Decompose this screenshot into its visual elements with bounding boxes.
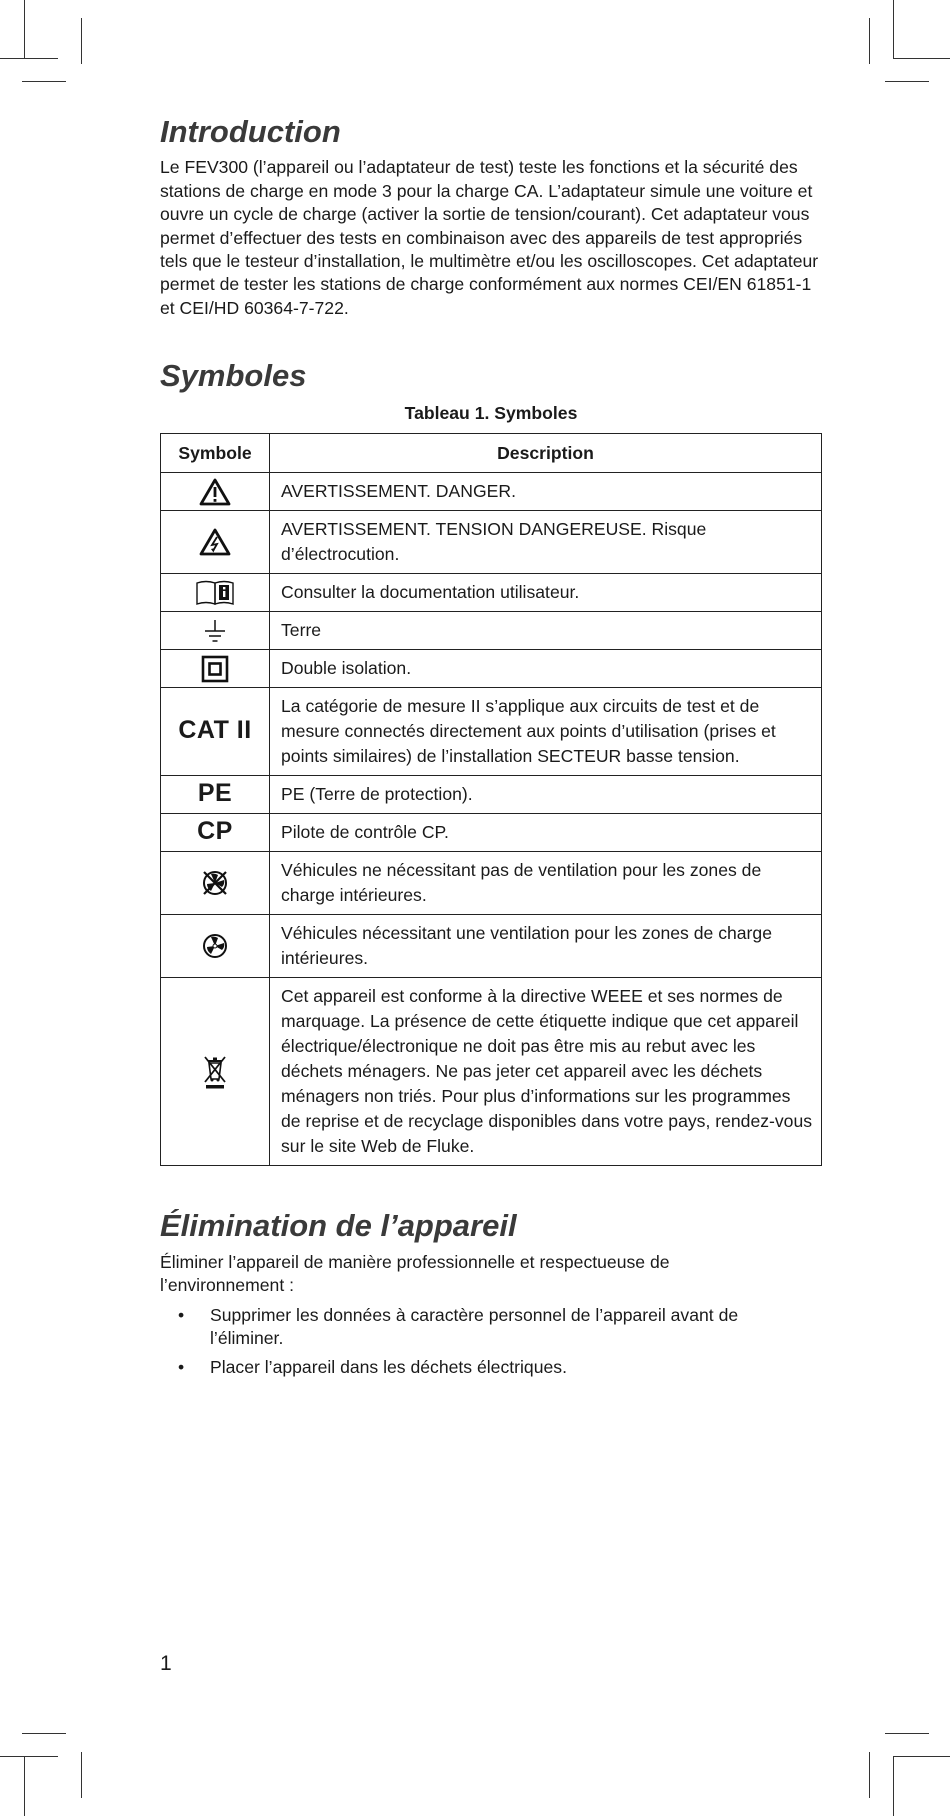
list-item: • Placer l’appareil dans les déchets électriques. [160,1356,770,1379]
double-insulation-icon [201,655,229,683]
table-header-row [161,434,822,473]
column-header-symbol: Symbole [161,434,270,473]
symbol-description: Consulter la documentation utilisateur. [270,574,822,612]
bullet-icon: • [178,1304,185,1325]
symbol-description: Terre [270,612,822,650]
symbol-description: Pilote de contrôle CP. [270,814,822,852]
symbol-description: Véhicules nécessitant une ventilation pour les zones de charge intérieures. [270,915,822,978]
page-content [160,112,822,1386]
ventilation-fan-icon [201,932,229,960]
table-row [161,511,822,574]
symbol-description: La catégorie de mesure II s’applique aux circuits de test et de mesure connectés directement aux points d’utilisation (prises et points similaires) de l’installation SECTEUR basse tension. [270,688,822,776]
disposal-heading: Élimination de l’appareil [160,1208,517,1244]
intro-paragraph: Le FEV300 (l’appareil ou l’adaptateur de test) teste les fonctions et la sécurité des stations de charge en mode 3 pour la charge CA. L’adaptateur simule une voiture et ouvre un cycle de charge (activer la sortie de tension/courant). Cet adaptateur vous permet d’effectuer des tests en combinaison avec des appareils de test appropriés tels que le testeur d’installation, le multimètre et/ou les oscilloscopes. Cet adaptateur permet de tester les stations de charge conformément aux normes CEI/EN 61851-1 et CEI/HD 60364-7-722. [160,157,819,318]
symbol-description: PE (Terre de protection). [270,776,822,814]
table-row [161,852,822,915]
no-ventilation-fan-icon [201,869,229,897]
warning-triangle-icon [199,478,231,506]
symbol-description: Véhicules ne nécessitant pas de ventilation pour les zones de charge intérieures. [270,852,822,915]
column-header-description: Description [270,434,822,473]
page-number: 1 [160,1652,172,1675]
user-documentation-icon [195,580,235,606]
table-row [161,574,822,612]
symbol-description: AVERTISSEMENT. TENSION DANGEREUSE. Risque d’électrocution. [270,511,822,574]
disposal-intro: Éliminer l’appareil de manière professionnelle et respectueuse de l’environnement : [160,1251,670,1296]
table-row [161,776,822,814]
weee-crossed-bin-icon [202,1054,228,1090]
symbol-description: AVERTISSEMENT. DANGER. [270,473,822,511]
cp-icon: CP [197,817,233,846]
pe-icon: PE [197,779,233,808]
table-caption: Tableau 1. Symboles [404,403,578,424]
symbols-table [160,433,822,1166]
table-row [161,915,822,978]
symbol-description: Double isolation. [270,650,822,688]
symbol-description: Cet appareil est conforme à la directive WEEE et ses normes de marquage. La présence de cette étiquette indique que cet appareil électrique/électronique ne doit pas être mis au rebut avec les déchets ménagers. Ne pas jeter cet appareil avec les déchets ménagers non triés. Pour plus d’informations sur les programmes de reprise et de recyclage disponibles dans votre pays, rendez-vous sur le site Web de Fluke. [270,978,822,1166]
table-row [161,612,822,650]
table-row [161,688,822,776]
earth-ground-icon [203,618,227,644]
disposal-list [160,1304,822,1380]
cat-ii-icon: CAT II [178,716,252,745]
list-item: • Supprimer les données à caractère personnel de l’appareil avant de l’éliminer. [178,1304,739,1348]
table-row [161,978,822,1166]
high-voltage-triangle-icon [199,528,231,556]
table-row [161,650,822,688]
table-row [161,473,822,511]
table-row [161,814,822,852]
intro-heading: Introduction [160,114,341,149]
bullet-icon: • [178,1357,185,1378]
symbols-heading: Symboles [160,358,307,394]
